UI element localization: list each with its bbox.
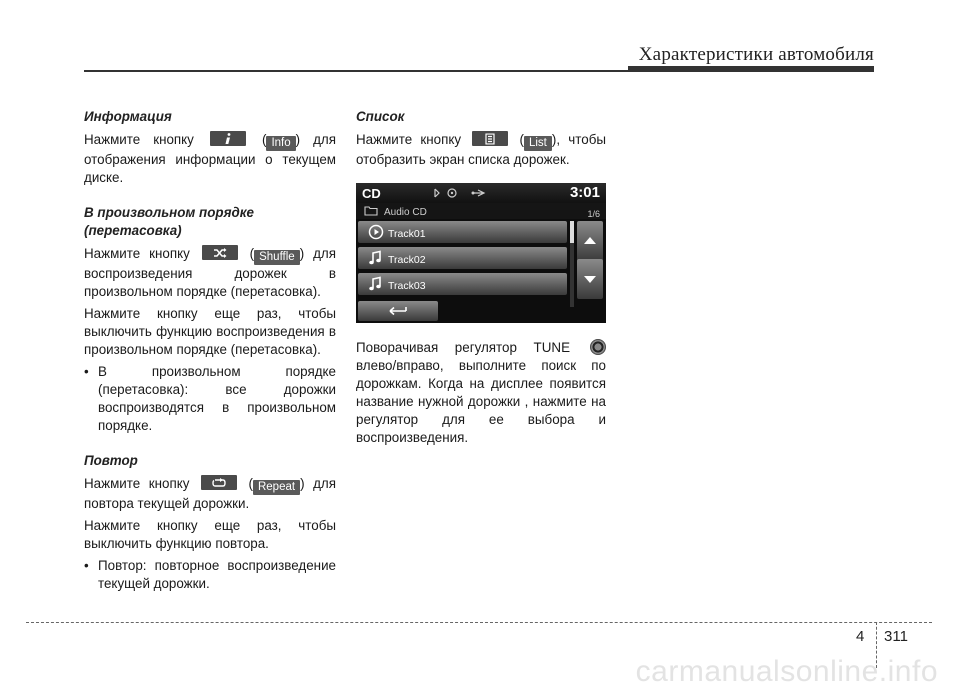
scroll-up-button[interactable] bbox=[577, 221, 603, 261]
shuffle-label: Shuffle bbox=[254, 250, 300, 265]
watermark: carmanualsonline.info bbox=[635, 655, 938, 688]
track-item[interactable] bbox=[358, 273, 567, 295]
page-number: 311 bbox=[884, 628, 908, 645]
tune-text-before: Поворачивая регулятор TUNE bbox=[356, 340, 570, 355]
cd-page-indicator: 1/6 bbox=[587, 209, 600, 219]
track-name: Track02 bbox=[388, 254, 426, 266]
scrollbar-thumb[interactable] bbox=[570, 221, 574, 243]
play-icon bbox=[368, 224, 384, 240]
bullet-dot: • bbox=[84, 558, 89, 573]
repeat-bullet bbox=[84, 557, 336, 593]
list-text-after: ), чтобы отобразить экран списка дорожек. bbox=[356, 132, 606, 167]
repeat-paragraph-2: Нажмите кнопку еще раз, чтобы выключить функцию повтора. bbox=[84, 518, 336, 551]
repeat-paragraph: Нажмите кнопку ( Repeat ) для повтора текущей дорожки. bbox=[84, 476, 336, 511]
footer-rule bbox=[26, 622, 932, 623]
info-text-before: Нажмите кнопку bbox=[84, 132, 194, 147]
shuffle-paragraph-2: Нажмите кнопку еще раз, чтобы выключить функцию воспроизведения в произвольном порядке (перетасовка). bbox=[84, 306, 336, 357]
shuffle-bullet-text: В произвольном порядке (перетасовка): все дорожки воспроизводятся в произвольном порядке. bbox=[98, 364, 336, 433]
track-name: Track01 bbox=[388, 228, 426, 240]
back-arrow-icon bbox=[358, 301, 438, 321]
list-paragraph: Нажмите кнопку ( List ), чтобы отобразить экран списка дорожек. bbox=[356, 132, 606, 167]
shuffle-bullet bbox=[84, 363, 336, 435]
music-note-icon bbox=[368, 276, 382, 292]
tune-knob-icon bbox=[590, 339, 606, 355]
back-button[interactable] bbox=[358, 301, 438, 321]
repeat-text-before: Нажмите кнопку bbox=[84, 476, 190, 491]
list-key-icon bbox=[472, 131, 508, 146]
bullet-dot: • bbox=[84, 364, 89, 379]
info-paragraph: Нажмите кнопку ( Info ) для отображения информации о текущем диске. bbox=[84, 132, 336, 185]
arrow-up-icon bbox=[577, 221, 603, 261]
cd-mode-label: CD bbox=[362, 186, 381, 201]
shuffle-text-before: Нажмите кнопку bbox=[84, 246, 190, 261]
status-icons bbox=[432, 187, 492, 199]
list-heading: Список bbox=[356, 109, 405, 124]
header-rule-thick bbox=[628, 66, 874, 72]
shuffle-paragraph: Нажмите кнопку ( Shuffle ) для воспроизведения дорожек в произвольном порядке (перетасовка). bbox=[84, 246, 336, 299]
cd-clock: 3:01 bbox=[569, 184, 600, 201]
tune-text-after: влево/вправо, выполните поиск по дорожкам. Когда на дисплее появится название нужной дорожки , нажмите на регулятор для ее выбора и воспроизведения. bbox=[356, 358, 606, 445]
arrow-down-icon bbox=[577, 259, 603, 299]
folder-icon bbox=[364, 205, 378, 216]
info-text-after: ) для отображения информации о текущем диске. bbox=[84, 132, 336, 185]
shuffle-heading: В произвольном порядке (перетасовка) bbox=[84, 205, 254, 238]
right-column bbox=[356, 108, 606, 451]
shuffle-key-icon bbox=[202, 245, 238, 260]
scroll-down-button[interactable] bbox=[577, 259, 603, 299]
track-item[interactable] bbox=[358, 247, 567, 269]
cd-source-name: Audio CD bbox=[384, 207, 427, 218]
list-text-before: Нажмите кнопку bbox=[356, 132, 462, 147]
tune-paragraph bbox=[356, 339, 606, 447]
shuffle-text-after: ) для воспроизведения дорожек в произвольном порядке (перетасовка). bbox=[84, 246, 336, 299]
list-label: List bbox=[524, 136, 552, 151]
info-label: Info bbox=[266, 136, 295, 151]
music-note-icon bbox=[368, 250, 382, 266]
cd-list-screen bbox=[356, 183, 606, 323]
repeat-bullet-text: Повтор: повторное воспроизведение текущей дорожки. bbox=[98, 558, 336, 591]
info-heading: Информация bbox=[84, 109, 172, 124]
left-column bbox=[84, 108, 336, 597]
repeat-label: Repeat bbox=[253, 480, 300, 495]
chapter-number: 4 bbox=[856, 628, 865, 645]
track-item[interactable] bbox=[358, 221, 567, 243]
track-name: Track03 bbox=[388, 280, 426, 292]
info-key-icon bbox=[210, 131, 246, 146]
repeat-heading: Повтор bbox=[84, 453, 138, 468]
repeat-key-icon bbox=[201, 475, 237, 490]
repeat-text-after: ) для повтора текущей дорожки. bbox=[84, 476, 336, 511]
header-title: Характеристики автомобиля bbox=[638, 44, 874, 65]
